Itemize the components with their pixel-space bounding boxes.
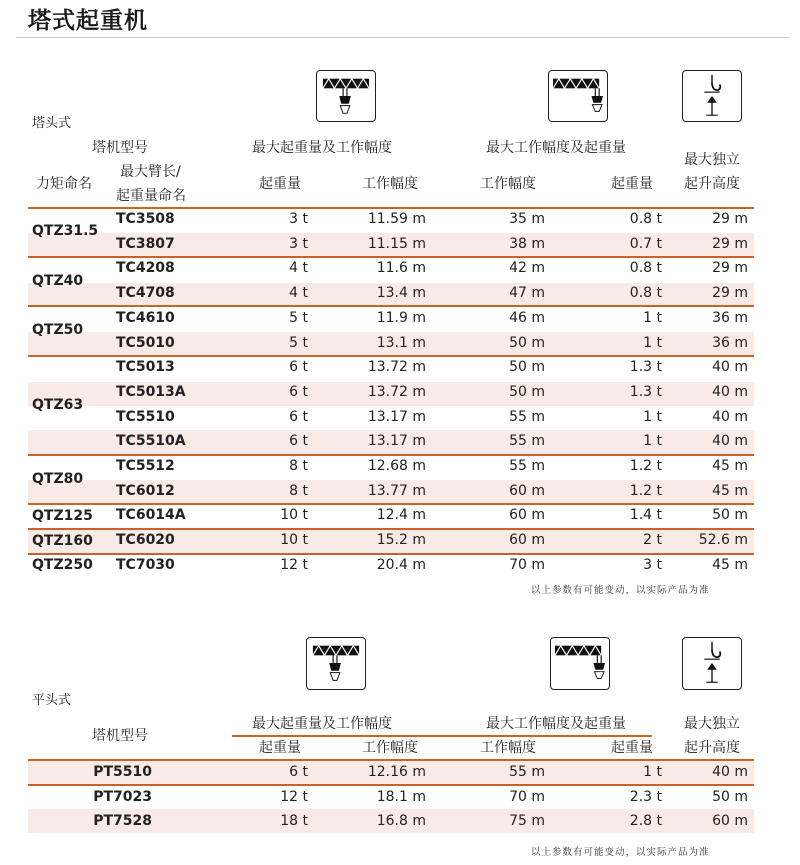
load-cell: 6 t (289, 764, 308, 780)
load-cell: 5 t (289, 310, 308, 326)
load-cell: 4 t (289, 285, 308, 301)
header-radius: 工作幅度 (362, 740, 418, 756)
radius-cell: 20.4 m (376, 557, 426, 573)
height-cell: 40 m (712, 433, 748, 449)
header-model: 塔机型号 (92, 140, 148, 156)
load-cell: 10 t (280, 532, 308, 548)
radius-cell: 13.1 m (376, 335, 426, 351)
height-cell: 29 m (712, 285, 748, 301)
max-radius-cell: 35 m (509, 211, 545, 227)
tip-load-cell: 1 t (643, 433, 662, 449)
model-cell: PT7528 (93, 813, 152, 829)
table-divider (28, 528, 754, 530)
height-cell: 29 m (712, 236, 748, 252)
load-cell: 6 t (289, 384, 308, 400)
load-cell: 5 t (289, 335, 308, 351)
header-max-load-group: 最大起重量及工作幅度 (252, 140, 392, 156)
tip-load-cell: 0.7 t (629, 236, 662, 252)
header-load: 起重量 (259, 176, 301, 192)
model-cell: TC4208 (116, 260, 175, 276)
height-cell: 45 m (712, 557, 748, 573)
group-name: QTZ160 (32, 533, 93, 549)
load-cell: 18 t (280, 813, 308, 829)
crane-hook-height-icon (682, 637, 742, 690)
header-jib-line2: 起重量命名 (116, 188, 186, 204)
model-cell: TC5510 (116, 409, 175, 425)
table-divider (28, 759, 754, 761)
model-cell: TC5510A (116, 433, 186, 449)
max-radius-cell: 55 m (509, 764, 545, 780)
tip-load-cell: 1.3 t (629, 359, 662, 375)
header-jib-line1: 最大臂长/ (120, 164, 181, 180)
table-divider (232, 735, 652, 737)
max-radius-cell: 42 m (509, 260, 545, 276)
load-cell: 12 t (280, 789, 308, 805)
height-cell: 36 m (712, 310, 748, 326)
tip-load-cell: 0.8 t (629, 211, 662, 227)
height-cell: 40 m (712, 384, 748, 400)
group-name: QTZ63 (32, 397, 84, 413)
radius-cell: 11.59 m (367, 211, 426, 227)
radius-cell: 12.16 m (367, 764, 426, 780)
model-cell: PT5510 (93, 764, 152, 780)
crane-jib-max-load-icon (306, 637, 366, 690)
model-cell: TC5010 (116, 335, 175, 351)
max-radius-cell: 50 m (509, 359, 545, 375)
radius-cell: 13.17 m (367, 409, 426, 425)
radius-cell: 12.68 m (367, 458, 426, 474)
group-name: QTZ31.5 (32, 223, 99, 239)
load-cell: 6 t (289, 409, 308, 425)
radius-cell: 13.72 m (367, 384, 426, 400)
max-radius-cell: 60 m (509, 483, 545, 499)
table-divider (28, 207, 754, 209)
header-model: 塔机型号 (92, 728, 148, 744)
model-cell: TC3508 (116, 211, 175, 227)
header-tip-load: 起重量 (611, 176, 653, 192)
height-cell: 45 m (712, 483, 748, 499)
crane-jib-max-radius-icon (548, 70, 608, 122)
table-divider (28, 355, 754, 357)
load-cell: 6 t (289, 359, 308, 375)
model-cell: TC5013A (116, 384, 186, 400)
header-height-line2: 起升高度 (684, 740, 740, 756)
model-cell: TC6012 (116, 483, 175, 499)
header-max-radius: 工作幅度 (480, 176, 536, 192)
max-radius-cell: 47 m (509, 285, 545, 301)
table-divider (28, 503, 754, 505)
group-name: QTZ40 (32, 273, 84, 289)
tip-load-cell: 1.4 t (629, 507, 662, 523)
model-cell: TC5013 (116, 359, 175, 375)
header-max-radius-group: 最大工作幅度及起重量 (486, 140, 626, 156)
tip-load-cell: 1.3 t (629, 384, 662, 400)
table-divider (28, 784, 754, 786)
radius-cell: 18.1 m (376, 789, 426, 805)
header-radius: 工作幅度 (362, 176, 418, 192)
height-cell: 40 m (712, 764, 748, 780)
header-height-line1: 最大独立 (684, 716, 740, 732)
load-cell: 3 t (289, 236, 308, 252)
header-max-load-group: 最大起重量及工作幅度 (252, 716, 392, 732)
height-cell: 40 m (712, 359, 748, 375)
height-cell: 50 m (712, 789, 748, 805)
load-cell: 6 t (289, 433, 308, 449)
crane-jib-max-radius-icon (550, 637, 610, 690)
height-cell: 36 m (712, 335, 748, 351)
tip-load-cell: 0.8 t (629, 260, 662, 276)
header-height-line2: 起升高度 (684, 176, 740, 192)
radius-cell: 13.17 m (367, 433, 426, 449)
header-load: 起重量 (259, 740, 301, 756)
load-cell: 12 t (280, 557, 308, 573)
max-radius-cell: 60 m (509, 507, 545, 523)
tip-load-cell: 1 t (643, 764, 662, 780)
height-cell: 50 m (712, 507, 748, 523)
model-cell: PT7023 (93, 789, 152, 805)
load-cell: 8 t (289, 483, 308, 499)
height-cell: 29 m (712, 211, 748, 227)
load-cell: 10 t (280, 507, 308, 523)
model-cell: TC3807 (116, 236, 175, 252)
load-cell: 4 t (289, 260, 308, 276)
max-radius-cell: 55 m (509, 433, 545, 449)
max-radius-cell: 38 m (509, 236, 545, 252)
height-cell: 29 m (712, 260, 748, 276)
tip-load-cell: 1.2 t (629, 458, 662, 474)
group-name: QTZ250 (32, 557, 93, 573)
radius-cell: 13.77 m (367, 483, 426, 499)
section-label-flat-top: 平头式 (32, 693, 72, 708)
group-name: QTZ50 (32, 322, 84, 338)
radius-cell: 11.9 m (376, 310, 426, 326)
tip-load-cell: 1 t (643, 409, 662, 425)
max-radius-cell: 50 m (509, 384, 545, 400)
footnote: 以上参数有可能变动，以实际产品为准 (531, 585, 710, 596)
group-name: QTZ125 (32, 508, 93, 524)
load-cell: 8 t (289, 458, 308, 474)
max-radius-cell: 46 m (509, 310, 545, 326)
title-divider (16, 37, 790, 38)
model-cell: TC5512 (116, 458, 175, 474)
max-radius-cell: 55 m (509, 458, 545, 474)
model-cell: TC7030 (116, 557, 175, 573)
section-label-tower-head: 塔头式 (32, 116, 72, 131)
crane-hook-height-icon (682, 70, 742, 122)
height-cell: 40 m (712, 409, 748, 425)
tip-load-cell: 1.2 t (629, 483, 662, 499)
table-divider (28, 305, 754, 307)
height-cell: 45 m (712, 458, 748, 474)
radius-cell: 11.6 m (376, 260, 426, 276)
radius-cell: 12.4 m (376, 507, 426, 523)
radius-cell: 15.2 m (376, 532, 426, 548)
max-radius-cell: 75 m (509, 813, 545, 829)
footnote: 以上参数有可能变动，以实际产品为准 (531, 847, 710, 858)
model-cell: TC4708 (116, 285, 175, 301)
tip-load-cell: 2.8 t (629, 813, 662, 829)
table-divider (28, 256, 754, 258)
header-max-radius-group: 最大工作幅度及起重量 (486, 716, 626, 732)
table-divider (28, 454, 754, 456)
max-radius-cell: 55 m (509, 409, 545, 425)
radius-cell: 16.8 m (376, 813, 426, 829)
page-title: 塔式起重机 (28, 8, 148, 34)
group-name: QTZ80 (32, 471, 84, 487)
tip-load-cell: 2.3 t (629, 789, 662, 805)
header-max-radius: 工作幅度 (480, 740, 536, 756)
tip-load-cell: 0.8 t (629, 285, 662, 301)
radius-cell: 13.4 m (376, 285, 426, 301)
crane-jib-max-load-icon (316, 70, 376, 122)
max-radius-cell: 70 m (509, 789, 545, 805)
tip-load-cell: 3 t (643, 557, 662, 573)
radius-cell: 13.72 m (367, 359, 426, 375)
model-cell: TC4610 (116, 310, 175, 326)
header-tip-load: 起重量 (611, 740, 653, 756)
tip-load-cell: 1 t (643, 335, 662, 351)
tip-load-cell: 1 t (643, 310, 662, 326)
model-cell: TC6020 (116, 532, 175, 548)
table-divider (28, 553, 754, 555)
header-moment-name: 力矩命名 (36, 176, 92, 192)
max-radius-cell: 70 m (509, 557, 545, 573)
header-height-line1: 最大独立 (684, 152, 740, 168)
height-cell: 60 m (712, 813, 748, 829)
model-cell: TC6014A (116, 507, 186, 523)
height-cell: 52.6 m (698, 532, 748, 548)
max-radius-cell: 50 m (509, 335, 545, 351)
radius-cell: 11.15 m (367, 236, 426, 252)
tip-load-cell: 2 t (643, 532, 662, 548)
max-radius-cell: 60 m (509, 532, 545, 548)
load-cell: 3 t (289, 211, 308, 227)
